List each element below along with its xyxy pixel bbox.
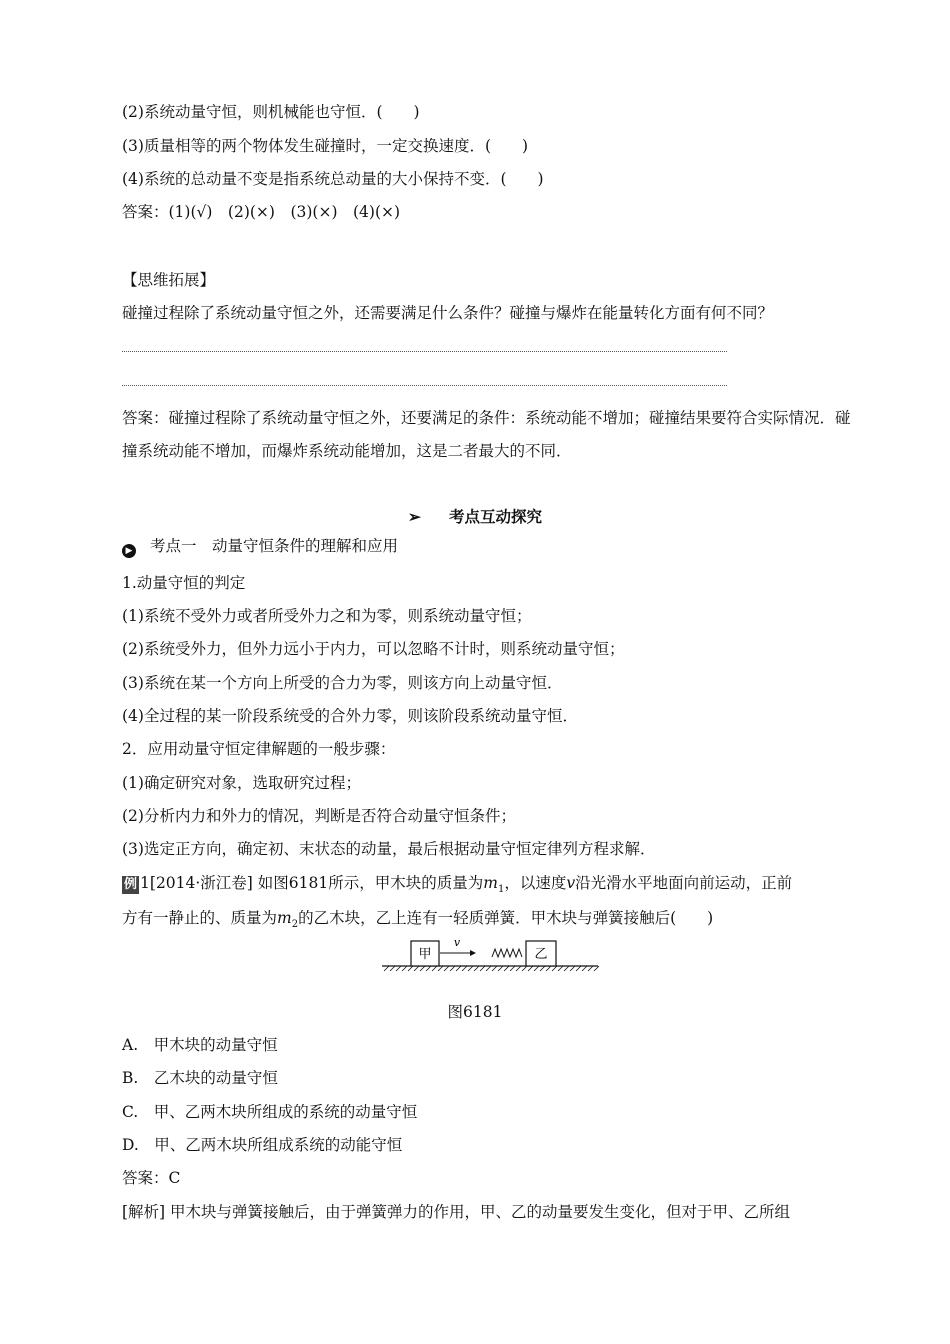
velocity-label: v — [453, 936, 461, 949]
topic-text: 考点一 动量守恒条件的理解和应用 — [150, 537, 399, 555]
option-a: A. 甲木块的动量守恒 — [122, 1036, 278, 1054]
point-item: (2)分析内力和外力的情况，判断是否符合动量守恒条件； — [122, 807, 516, 825]
point-heading-1: 1.动量守恒的判定 — [122, 574, 246, 592]
point-heading-2: 2．应用动量守恒定律解题的一般步骤： — [122, 740, 396, 758]
option-d: D. 甲、乙两木块所组成系统的动能守恒 — [122, 1136, 403, 1154]
answer-blank-line-1 — [122, 351, 727, 352]
collision-figure — [380, 935, 600, 977]
block-jia-label: 甲 — [418, 947, 432, 962]
play-bullet-icon: ▶ — [122, 544, 136, 558]
analysis-text: [解析] 甲木块与弹簧接触后，由于弹簧弹力的作用，甲、乙的动量要发生变化，但对于甲、乙所组 — [122, 1203, 791, 1221]
ground-hatching — [384, 966, 599, 971]
spring — [492, 949, 522, 957]
point-item: (4)全过程的某一阶段系统受的合外力零，则该阶段系统动量守恒． — [122, 707, 578, 725]
point-item: (1)确定研究对象，选取研究过程； — [122, 774, 361, 792]
example-answer: 答案：C — [122, 1169, 181, 1187]
thinking-title: 【思维拓展】 — [122, 271, 216, 289]
figure-caption: 图6181 — [447, 1003, 503, 1021]
thinking-question: 碰撞过程除了系统动量守恒之外，还需要满足什么条件？碰撞与爆炸在能量转化方面有何不同？ — [122, 304, 774, 322]
point-item: (1)系统不受外力或者所受外力之和为零，则系统动量守恒； — [122, 607, 532, 625]
thinking-answer: 答案：碰撞过程除了系统动量守恒之外，还要满足的条件：系统动能不增加；碰撞结果要符合实际情况．碰撞系统动能不增加，而爆炸系统动能增加，这是二者最大的不同． — [122, 409, 851, 460]
example-line-1: 例 1[2014·浙江卷] 如图6181所示，甲木块的质量为$m_1$，以速度v沿光滑水平地面向前运动，正前 — [124, 874, 793, 896]
judgement-item-2: (2)系统动量守恒，则机械能也守恒．( ) — [122, 103, 420, 121]
judgement-item-3: (3)质量相等的两个物体发生碰撞时，一定交换速度．( ) — [122, 137, 529, 155]
section-title-text: 考点互动探究 — [448, 507, 542, 526]
arrow-icon: ➢ — [407, 507, 421, 526]
example-badge: 例 — [124, 877, 138, 892]
example-line-2: 方有一静止的、质量为$m_2$的乙木块，乙上连有一轻质弹簧．甲木块与弹簧接触后( ) — [122, 909, 714, 931]
velocity-arrowhead — [470, 950, 476, 956]
judgement-item-4: (4)系统的总动量不变是指系统总动量的大小保持不变．( ) — [122, 170, 544, 188]
option-b: B. 乙木块的动量守恒 — [122, 1069, 278, 1087]
block-yi-label: 乙 — [534, 947, 548, 962]
point-item: (3)系统在某一个方向上所受的合力为零，则该方向上动量守恒． — [122, 674, 563, 692]
judgement-answer: 答案：(1)(√) (2)(×) (3)(×) (4)(×) — [122, 203, 401, 221]
topic-heading — [122, 535, 398, 558]
point-item: (2)系统受外力，但外力远小于内力，可以忽略不计时，则系统动量守恒； — [122, 640, 625, 658]
section-title — [0, 505, 950, 527]
option-c: C. 甲、乙两木块所组成的系统的动量守恒 — [122, 1103, 418, 1121]
answer-blank-line-2 — [122, 385, 727, 386]
point-item: (3)选定正方向，确定初、末状态的动量，最后根据动量守恒定律列方程求解． — [122, 840, 656, 858]
